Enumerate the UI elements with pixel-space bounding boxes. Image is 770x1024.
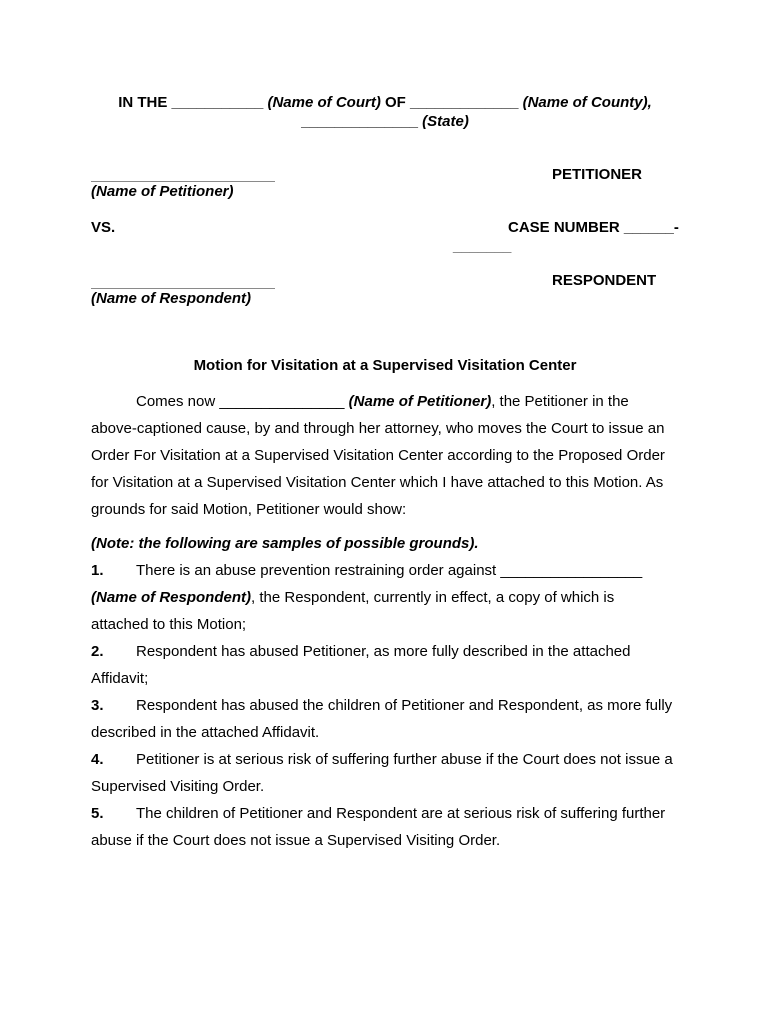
intro-paragraph bbox=[91, 388, 683, 523]
intro-line-4: for Visitation at a Supervised Visitation Center which I have attached to this Motion. As bbox=[91, 474, 664, 491]
caption-of: OF _____________ bbox=[380, 94, 523, 111]
vs-label: VS. bbox=[91, 219, 116, 236]
document-title: Motion for Visitation at a Supervised Visitation Center bbox=[193, 357, 577, 374]
case-number-tail: _______ bbox=[453, 237, 512, 254]
caption-state-line bbox=[0, 113, 770, 130]
state-blank: ______________ bbox=[301, 113, 423, 130]
intro-line-2: above-captioned cause, by and through her attorney, who moves the Court to issue an bbox=[91, 420, 665, 437]
intro-line1-rest: , the Petitioner in the bbox=[491, 393, 629, 410]
state-hint: (State) bbox=[422, 113, 469, 130]
respondent-label: RESPONDENT bbox=[552, 272, 657, 289]
intro-lead: Comes now _______________ bbox=[136, 393, 349, 410]
ground-text: , the Respondent, currently in effect, a copy of which is bbox=[251, 589, 615, 606]
ground-text: There is an abuse prevention restraining order against _________________ bbox=[136, 562, 643, 579]
ground-number: 2. bbox=[91, 643, 104, 660]
ground-text: Respondent has abused the children of Petitioner and Respondent, as more fully bbox=[136, 697, 673, 714]
grounds-list bbox=[91, 557, 683, 854]
ground-text: attached to this Motion; bbox=[91, 616, 247, 633]
ground-number: 1. bbox=[91, 562, 104, 579]
ground-number: 5. bbox=[91, 805, 104, 822]
caption-court-line bbox=[0, 94, 770, 111]
intro-line-5: grounds for said Motion, Petitioner would show: bbox=[91, 501, 407, 518]
intro-petitioner-hint: (Name of Petitioner) bbox=[348, 393, 492, 410]
court-name-hint: (Name of Court) bbox=[267, 94, 381, 111]
ground-text: abuse if the Court does not issue a Supervised Visiting Order. bbox=[91, 832, 501, 849]
ground-text: Affidavit; bbox=[91, 670, 149, 687]
ground-text: Supervised Visiting Order. bbox=[91, 778, 265, 795]
petitioner-name-hint: (Name of Petitioner) bbox=[91, 183, 234, 200]
respondent-hint: (Name of Respondent) bbox=[91, 589, 252, 606]
ground-item-1 bbox=[91, 557, 683, 638]
respondent-name-hint: (Name of Respondent) bbox=[91, 290, 252, 307]
ground-item-4 bbox=[91, 746, 683, 800]
intro-line-3: Order For Visitation at a Supervised Visitation Center according to the Proposed Order bbox=[91, 447, 665, 464]
ground-item-3 bbox=[91, 692, 683, 746]
ground-text: Petitioner is at serious risk of suffering further abuse if the Court does not issue a bbox=[136, 751, 673, 768]
ground-number: 4. bbox=[91, 751, 104, 768]
ground-text: The children of Petitioner and Respondent are at serious risk of suffering further bbox=[136, 805, 666, 822]
case-number-label: CASE NUMBER ______- bbox=[508, 219, 679, 236]
ground-item-2 bbox=[91, 638, 683, 692]
ground-number: 3. bbox=[91, 697, 104, 714]
caption-prefix: IN THE ___________ bbox=[118, 94, 268, 111]
petitioner-label: PETITIONER bbox=[552, 166, 643, 183]
respondent-name-line bbox=[91, 288, 275, 289]
ground-item-5 bbox=[91, 800, 683, 854]
ground-text: Respondent has abused Petitioner, as more fully described in the attached bbox=[136, 643, 631, 660]
ground-text: described in the attached Affidavit. bbox=[91, 724, 320, 741]
grounds-note: (Note: the following are samples of possible grounds). bbox=[91, 535, 479, 552]
petitioner-name-line bbox=[91, 181, 275, 182]
county-name-hint: (Name of County), bbox=[522, 94, 652, 111]
intro-line-1 bbox=[91, 388, 683, 415]
